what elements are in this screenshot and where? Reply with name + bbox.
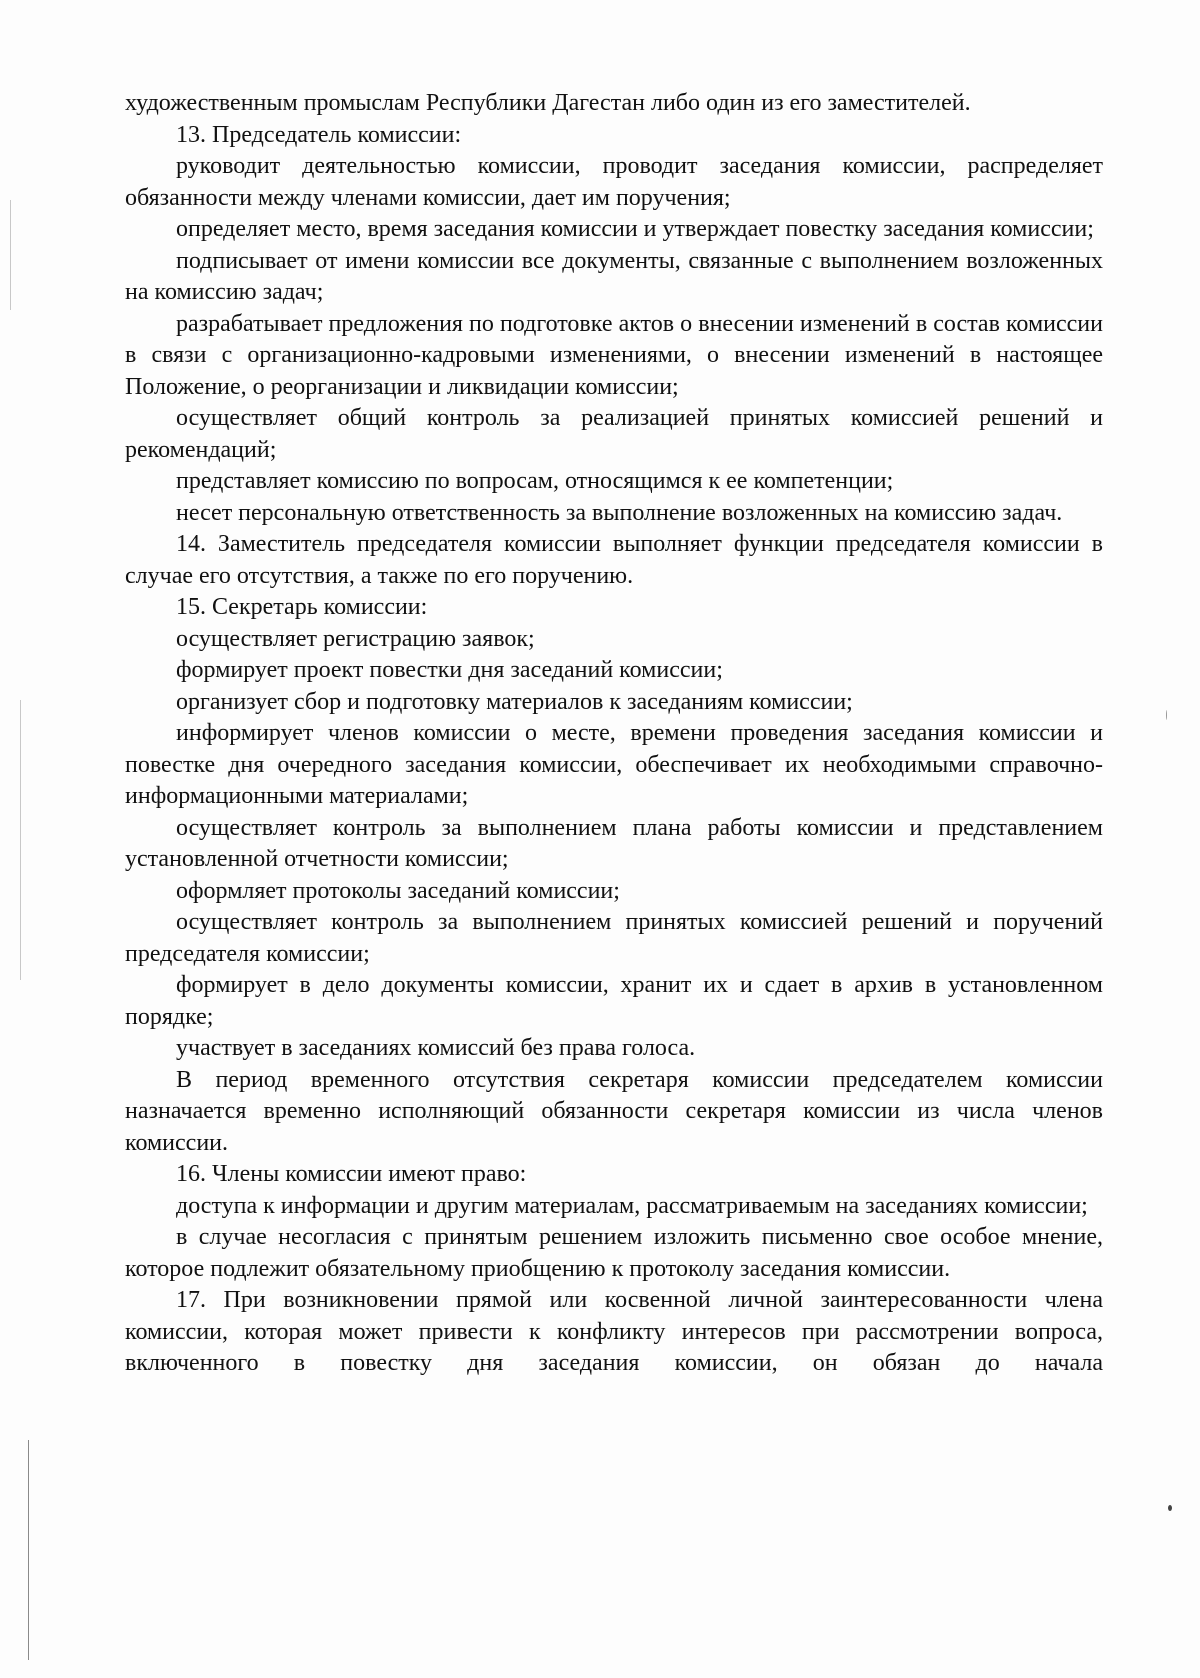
paragraph-secretary-duty: формирует проект повестки дня заседаний комиссии; <box>176 657 723 683</box>
paragraph-chairman-duty: разрабатывает предложения по подготовке актов о внесении изменений в состав комиссии в связи с организационно-кадровыми изменениями, о внесении изменений в настоящее Положение, о реорганизации и ликвидации комиссии; <box>125 310 1103 400</box>
scan-speck <box>1168 1505 1172 1511</box>
paragraph-section-15-heading: 15. Секретарь комиссии: <box>176 594 428 620</box>
paragraph-section-13-heading: 13. Председатель комиссии: <box>176 121 462 148</box>
scan-margin-line <box>20 700 21 980</box>
paragraph-secretary-duty: формирует в дело документы комиссии, хранит их и сдает в архив в установленном порядке; <box>125 972 1103 1030</box>
paragraph-member-right: в случае несогласия с принятым решением изложить письменно свое особое мнение, которое подлежит обязательному приобщению к протоколу заседания комиссии. <box>125 1224 1103 1282</box>
scan-margin-line <box>10 200 11 310</box>
paragraph-secretary-duty: участвует в заседаниях комиссий без права голоса. <box>176 1035 696 1061</box>
document-body <box>125 88 1103 1380</box>
paragraph-secretary-duty: организует сбор и подготовку материалов к заседаниям комиссии; <box>176 688 853 715</box>
paragraph-chairman-duty: подписывает от имени комиссии все документы, связанные с выполнением возложенных на комиссию задач; <box>125 247 1103 305</box>
paragraph-section-16-heading: 16. Члены комиссии имеют право: <box>176 1161 527 1187</box>
paragraph-chairman-duty: руководит деятельностью комиссии, проводит заседания комиссии, распределяет обязанности между членами комиссии, дает им поручения; <box>125 153 1103 211</box>
paragraph-chairman-duty: определяет место, время заседания комиссии и утверждает повестку заседания комиссии; <box>176 216 1094 242</box>
paragraph-chairman-duty: представляет комиссию по вопросам, относящимся к ее компетенции; <box>176 468 894 494</box>
paragraph-section-14: 14. Заместитель председателя комиссии выполняет функции председателя комиссии в случае его отсутствия, а также по его поручению. <box>125 531 1103 589</box>
paragraph-continuation: художественным промыслам Республики Дагестан либо один из его заместителей. <box>125 90 971 116</box>
scan-speck <box>1166 710 1167 720</box>
paragraph-chairman-duty: осуществляет общий контроль за реализацией принятых комиссией решений и рекомендаций; <box>125 405 1103 463</box>
paragraph-section-17: 17. При возникновении прямой или косвенной личной заинтересованности члена комиссии, которая может привести к конфликту интересов при рассмотрении вопроса, включенного в повестку дня заседания комиссии, он обязан до начала <box>125 1287 1103 1376</box>
paragraph-secretary-duty: осуществляет регистрацию заявок; <box>176 625 535 652</box>
paragraph-secretary-absence: В период временного отсутствия секретаря комиссии председателем комиссии назначается временно исполняющий обязанности секретаря комиссии из числа членов комиссии. <box>125 1066 1103 1156</box>
paragraph-secretary-duty: осуществляет контроль за выполнением принятых комиссией решений и поручений председателя комиссии; <box>125 909 1103 967</box>
paragraph-member-right: доступа к информации и другим материалам, рассматриваемым на заседаниях комиссии; <box>176 1192 1088 1219</box>
scan-margin-line <box>28 1440 29 1660</box>
paragraph-secretary-duty: осуществляет контроль за выполнением плана работы комиссии и представлением установленной отчетности комиссии; <box>125 814 1103 872</box>
paragraph-chairman-duty: несет персональную ответственность за выполнение возложенных на комиссию задач. <box>176 499 1063 526</box>
paragraph-secretary-duty: оформляет протоколы заседаний комиссии; <box>176 877 620 904</box>
paragraph-secretary-duty: информирует членов комиссии о месте, времени проведения заседания комиссии и повестке дня очередного заседания комиссии, обеспечивает их необходимыми справочно-информационными материалами; <box>125 720 1103 809</box>
